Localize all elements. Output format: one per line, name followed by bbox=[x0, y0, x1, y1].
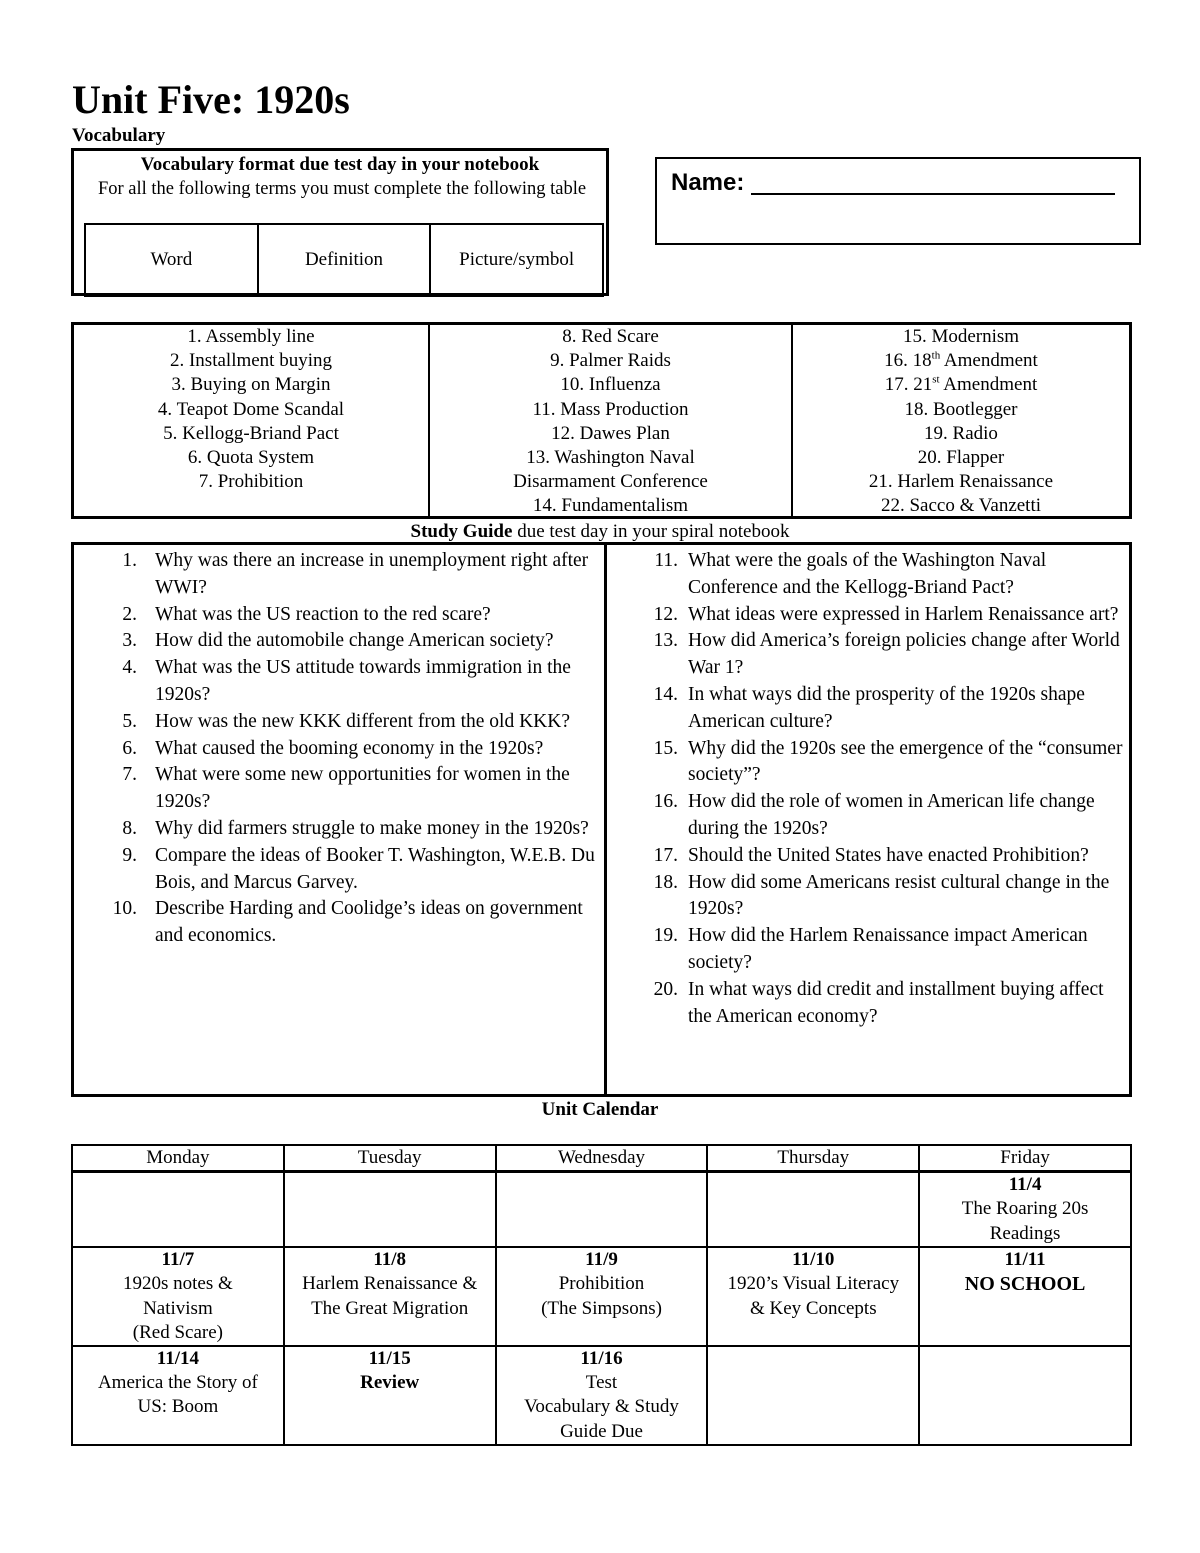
study-question bbox=[607, 736, 1129, 790]
calendar-date: 11/11 bbox=[1004, 1249, 1046, 1271]
study-question bbox=[74, 896, 604, 950]
calendar-entry: Readings bbox=[989, 1222, 1061, 1244]
question-text: In what ways did the prosperity of the 1920s shape American culture? bbox=[688, 683, 1085, 732]
calendar-header-row bbox=[72, 1145, 1131, 1172]
name-field[interactable] bbox=[751, 193, 1115, 195]
calendar-cell bbox=[72, 1346, 284, 1445]
study-guide-box bbox=[71, 542, 1132, 1097]
term-item: 6. Quota System bbox=[187, 447, 315, 469]
study-question bbox=[607, 602, 1129, 629]
question-text: What were the goals of the Washington Naval Conference and the Kellogg-Briand Pact? bbox=[688, 550, 1047, 598]
calendar-date: 11/9 bbox=[585, 1249, 618, 1271]
calendar-entry: Vocabulary & Study bbox=[524, 1396, 679, 1418]
study-questions-right bbox=[607, 545, 1129, 1094]
term-item: 15. Modernism bbox=[902, 326, 1020, 347]
question-number: 16. bbox=[653, 791, 678, 813]
question-text: How did some Americans resist cultural change in the 1920s? bbox=[688, 871, 1110, 920]
term-item: 5. Kellogg-Briand Pact bbox=[163, 422, 339, 444]
term-item: 20. Flapper bbox=[917, 447, 1005, 469]
question-text: What was the US reaction to the red scare? bbox=[155, 603, 491, 625]
calendar-entry: (Red Scare) bbox=[132, 1321, 223, 1343]
calendar-week-row bbox=[72, 1247, 1131, 1346]
term-item: 10. Influenza bbox=[560, 374, 661, 396]
question-text: Compare the ideas of Booker T. Washington, W.E.B. Du Bois, and Marcus Garvey. bbox=[155, 844, 595, 893]
question-text: Describe Harding and Coolidge’s ideas on government and economics. bbox=[155, 898, 583, 947]
calendar-date: 11/15 bbox=[368, 1348, 411, 1370]
calendar-date: 11/10 bbox=[792, 1249, 835, 1271]
study-question bbox=[74, 655, 604, 709]
study-question bbox=[74, 816, 604, 843]
page-title: Unit Five: 1920s bbox=[72, 77, 350, 122]
question-text: What were some new opportunities for women in the 1920s? bbox=[155, 764, 570, 813]
vocabulary-heading: Vocabulary bbox=[72, 125, 166, 146]
study-question bbox=[607, 628, 1129, 682]
calendar-date: 11/14 bbox=[156, 1348, 200, 1370]
question-number: 14. bbox=[653, 683, 678, 705]
study-question bbox=[607, 548, 1129, 602]
question-text: How was the new KKK different from the old KKK? bbox=[155, 710, 570, 732]
study-question bbox=[74, 736, 604, 763]
day-header: Friday bbox=[919, 1145, 1131, 1172]
day-header: Monday bbox=[72, 1145, 284, 1172]
calendar-heading: Unit Calendar bbox=[541, 1099, 659, 1120]
calendar-cell bbox=[72, 1247, 284, 1346]
term-item: 17. 21st Amendment bbox=[884, 374, 1038, 396]
study-guide-heading: Study Guide due test day in your spiral notebook bbox=[410, 521, 790, 542]
calendar-entry: The Roaring 20s bbox=[961, 1198, 1089, 1220]
terms-column-3 bbox=[793, 325, 1129, 516]
calendar-cell bbox=[72, 1172, 284, 1248]
calendar-entry: The Great Migration bbox=[311, 1297, 469, 1319]
question-text: How did the Harlem Renaissance impact American society? bbox=[688, 925, 1088, 973]
term-item: 13. Washington Naval bbox=[526, 447, 695, 469]
calendar-entry: Test bbox=[585, 1372, 618, 1394]
format-description: For all the following terms you must complete the following table bbox=[97, 179, 587, 199]
day-header: Wednesday bbox=[496, 1145, 708, 1172]
format-column-definition: Definition bbox=[259, 225, 432, 294]
vocabulary-terms-box bbox=[71, 322, 1132, 519]
term-item: 19. Radio bbox=[924, 422, 998, 444]
name-box bbox=[655, 157, 1141, 245]
calendar-date: 11/16 bbox=[580, 1348, 623, 1370]
study-question bbox=[74, 548, 604, 602]
calendar-cell bbox=[496, 1346, 708, 1445]
calendar-cell bbox=[707, 1346, 919, 1445]
study-question bbox=[607, 789, 1129, 843]
question-number: 5. bbox=[122, 710, 137, 732]
question-text: How did the automobile change American society? bbox=[155, 630, 554, 652]
question-number: 6. bbox=[122, 737, 137, 759]
term-item: 14. Fundamentalism bbox=[532, 495, 689, 517]
term-item: 11. Mass Production bbox=[532, 398, 689, 420]
study-question bbox=[607, 923, 1129, 977]
calendar-entry: (The Simpsons) bbox=[541, 1297, 662, 1319]
calendar-entry: 1920’s Visual Literacy bbox=[727, 1273, 900, 1295]
study-question bbox=[607, 870, 1129, 924]
question-number: 18. bbox=[653, 871, 678, 893]
day-header: Thursday bbox=[707, 1145, 919, 1172]
question-text: What caused the booming economy in the 1920s? bbox=[155, 737, 544, 759]
term-item: 16. 18th Amendment bbox=[884, 349, 1038, 372]
study-questions-left bbox=[74, 545, 607, 1094]
study-question bbox=[607, 843, 1129, 870]
question-text: In what ways did credit and installment buying affect the American economy? bbox=[688, 978, 1104, 1027]
day-header: Tuesday bbox=[284, 1145, 496, 1172]
calendar-cell bbox=[496, 1172, 708, 1248]
question-number: 13. bbox=[653, 630, 678, 652]
question-number: 8. bbox=[122, 817, 137, 839]
term-item: 22. Sacco & Vanzetti bbox=[880, 495, 1042, 517]
calendar-cell bbox=[707, 1247, 919, 1346]
calendar-entry: & Key Concepts bbox=[749, 1297, 877, 1319]
question-text: Why did the 1920s see the emergence of the “consumer society”? bbox=[688, 737, 1123, 786]
term-item: 4. Teapot Dome Scandal bbox=[157, 398, 345, 420]
calendar-week-row bbox=[72, 1172, 1131, 1248]
calendar-week-row bbox=[72, 1346, 1131, 1445]
question-number: 10. bbox=[112, 898, 137, 920]
calendar-cell bbox=[707, 1172, 919, 1248]
format-title: Vocabulary format due test day in your notebook bbox=[140, 154, 540, 175]
question-text: How did America’s foreign policies change after World War 1? bbox=[688, 630, 1120, 679]
format-table bbox=[84, 223, 604, 297]
question-number: 7. bbox=[122, 764, 137, 786]
vocabulary-format-box bbox=[71, 148, 609, 296]
question-text: Why was there an increase in unemployment right after WWI? bbox=[155, 550, 589, 598]
unit-calendar bbox=[71, 1144, 1132, 1446]
calendar-entry: America the Story of bbox=[97, 1372, 258, 1394]
terms-column-2 bbox=[430, 325, 793, 516]
term-item: Disarmament Conference bbox=[513, 471, 708, 493]
question-text: How did the role of women in American life change during the 1920s? bbox=[688, 791, 1095, 839]
terms-column-1 bbox=[74, 325, 430, 516]
question-number: 3. bbox=[122, 630, 137, 652]
question-number: 1. bbox=[122, 550, 137, 571]
study-question bbox=[607, 977, 1129, 1031]
calendar-cell bbox=[919, 1172, 1131, 1248]
calendar-entry: Guide Due bbox=[560, 1420, 643, 1442]
name-label: Name: bbox=[671, 169, 745, 196]
question-number: 20. bbox=[653, 978, 678, 1000]
term-item: 1. Assembly line bbox=[187, 326, 315, 347]
study-question bbox=[74, 843, 604, 897]
calendar-entry: US: Boom bbox=[137, 1396, 219, 1418]
calendar-date: 11/7 bbox=[161, 1249, 195, 1271]
question-number: 17. bbox=[653, 844, 678, 866]
study-question bbox=[607, 682, 1129, 736]
calendar-cell bbox=[284, 1247, 496, 1346]
term-item: 18. Bootlegger bbox=[904, 398, 1018, 420]
study-question bbox=[74, 602, 604, 629]
term-item: 3. Buying on Margin bbox=[171, 374, 331, 396]
calendar-cell bbox=[919, 1247, 1131, 1346]
calendar-cell bbox=[284, 1346, 496, 1445]
question-number: 4. bbox=[122, 657, 137, 679]
term-item: 21. Harlem Renaissance bbox=[868, 471, 1054, 493]
term-item: 2. Installment buying bbox=[169, 350, 332, 372]
study-question bbox=[74, 709, 604, 736]
question-number: 15. bbox=[653, 737, 678, 759]
calendar-date: 11/8 bbox=[373, 1249, 407, 1271]
question-text: What ideas were expressed in Harlem Renaissance art? bbox=[688, 603, 1119, 625]
term-item: 12. Dawes Plan bbox=[551, 422, 670, 444]
term-item: 9. Palmer Raids bbox=[550, 350, 671, 372]
question-number: 9. bbox=[122, 844, 137, 866]
format-column-picture: Picture/symbol bbox=[459, 248, 575, 270]
question-text: What was the US attitude towards immigration in the 1920s? bbox=[155, 657, 571, 705]
calendar-cell bbox=[919, 1346, 1131, 1445]
term-item: 8. Red Scare bbox=[562, 326, 659, 347]
term-item: 7. Prohibition bbox=[198, 471, 304, 493]
question-number: 2. bbox=[122, 603, 137, 625]
question-number: 11. bbox=[654, 550, 678, 571]
no-school-label: NO SCHOOL bbox=[964, 1273, 1086, 1296]
format-column-word: Word bbox=[86, 225, 259, 294]
study-question bbox=[74, 628, 604, 655]
calendar-entry: Harlem Renaissance & bbox=[302, 1273, 478, 1295]
calendar-entry: Nativism bbox=[143, 1297, 213, 1319]
calendar-entry: Prohibition bbox=[558, 1273, 645, 1295]
study-question bbox=[74, 762, 604, 816]
question-number: 12. bbox=[653, 603, 678, 625]
calendar-date: 11/4 bbox=[1008, 1174, 1042, 1196]
question-text: Why did farmers struggle to make money in the 1920s? bbox=[155, 817, 589, 839]
calendar-cell bbox=[496, 1247, 708, 1346]
calendar-entry: 1920s notes & bbox=[123, 1273, 233, 1295]
calendar-entry: Review bbox=[360, 1372, 420, 1394]
calendar-cell bbox=[284, 1172, 496, 1248]
question-number: 19. bbox=[653, 925, 678, 947]
question-text: Should the United States have enacted Prohibition? bbox=[688, 844, 1089, 866]
